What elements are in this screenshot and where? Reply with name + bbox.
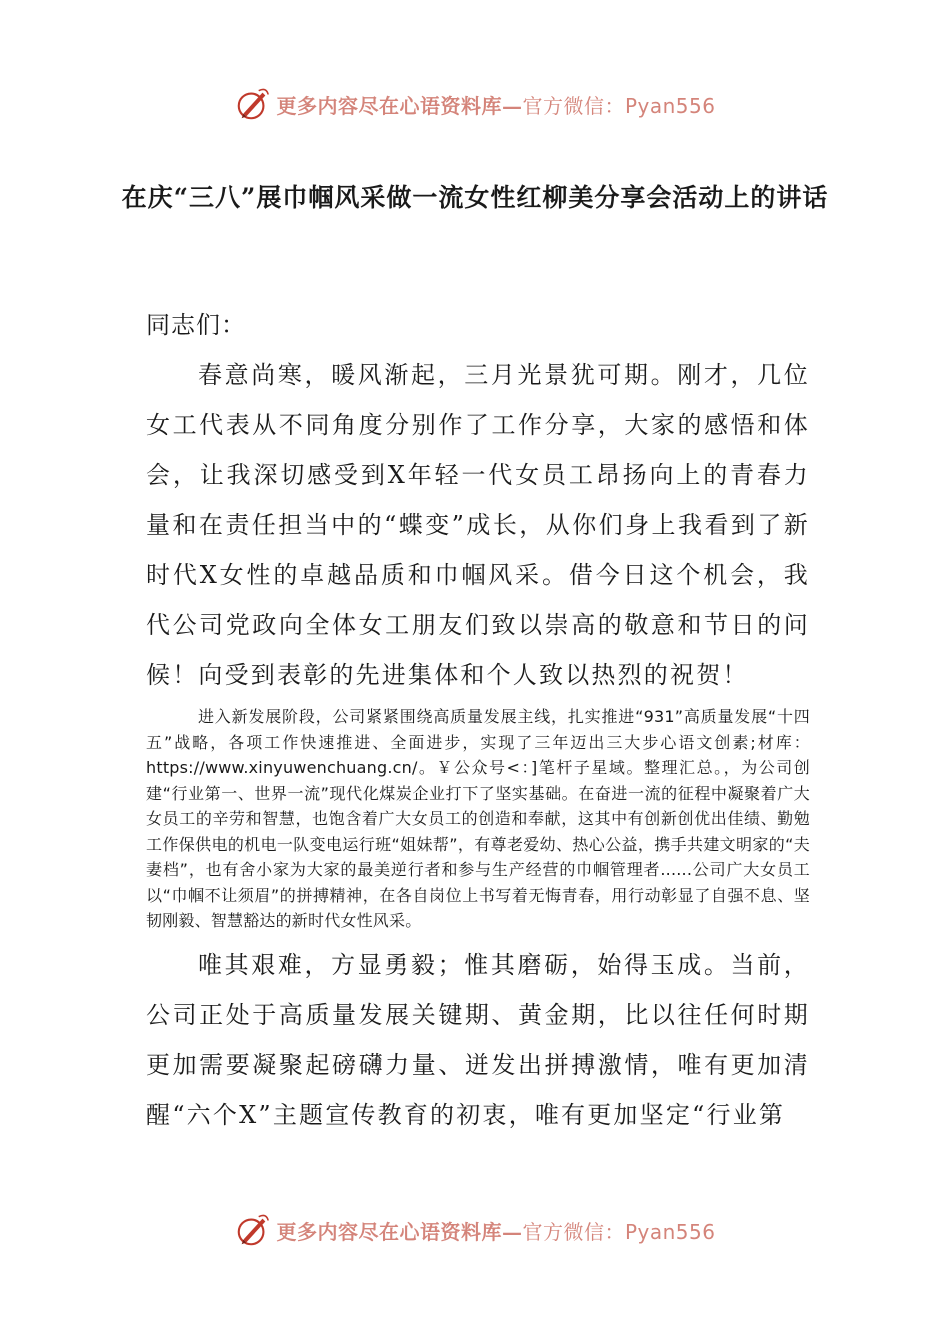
header-banner-text — [276, 90, 715, 119]
footer-banner-separator: — — [501, 1219, 523, 1244]
pen-logo-icon — [234, 1211, 272, 1249]
header-banner-main: 更多内容尽在心语资料库 — [276, 93, 502, 118]
footer-banner — [0, 1208, 950, 1252]
header-banner-wechat: 官方微信：Pyan556 — [522, 93, 716, 118]
document-title: 在庆“三八”展巾帼风采做一流女性红柳美分享会活动上的讲话 — [121, 183, 829, 212]
paragraph-2: 进入新发展阶段，公司紧紧围绕高质量发展主线，扎实推进“931”高质量发展“十四五”战略，各项工作快速推进、全面进步，实现了三年迈出三大步心语文创素;材库：https://www.xinyuwenchuang.cn/。￥公众号<：]笔杆子星域。整理汇总。，为公司创建“行业第一、世界一流”现代化煤炭企业打下了坚实基础。在奋进一流的征程中凝聚着广大女员工的辛劳和智慧，也饱含着广大女员工的创造和奉献，这其中有创新创优出佳绩、勤勉工作保供电的机电一队变电运行班“姐妹帮”，有尊老爱幼、热心公益，携手共建文明家的“夫妻档”，也有舍小家为大家的最美逆行者和参与生产经营的巾帼管理者......公司广大女员工以“巾帼不让须眉”的拼搏精神，在各自岗位上书写着无悔青春，用行动彰显了自强不息、坚韧刚毅、智慧豁达的新时代女性风采。 — [146, 707, 810, 930]
paragraph-1: 春意尚寒，暖风渐起，三月光景犹可期。刚才，几位女工代表从不同角度分别作了工作分享，大家的感悟和体会，让我深切感受到X年轻一代女员工昂扬向上的青春力量和在责任担当中的“蝶变”成长，从你们身上我看到了新时代X女性的卓越品质和巾帼风采。借今日这个机会，我代公司党政向全体女工朋友们致以崇高的敬意和节日的问候！向受到表彰的先进集体和个人致以热烈的祝贺！ — [146, 361, 810, 689]
document-body — [146, 300, 810, 1140]
greeting: 同志们： — [146, 311, 246, 339]
paragraph-3: 唯其艰难，方显勇毅；惟其磨砺，始得玉成。当前，公司正处于高质量发展关键期、黄金期，比以往任何时期更加需要凝聚起磅礴力量、迸发出拼搏激情，唯有更加清醒“六个X”主题宣传教育的初衷，唯有更加坚定“行业第 — [146, 950, 810, 1129]
footer-banner-text — [276, 1216, 715, 1245]
footer-banner-wechat: 官方微信：Pyan556 — [522, 1219, 716, 1244]
header-banner — [0, 82, 950, 126]
footer-banner-main: 更多内容尽在心语资料库 — [276, 1219, 502, 1244]
header-banner-separator: — — [501, 93, 523, 118]
pen-logo-icon — [234, 85, 272, 123]
